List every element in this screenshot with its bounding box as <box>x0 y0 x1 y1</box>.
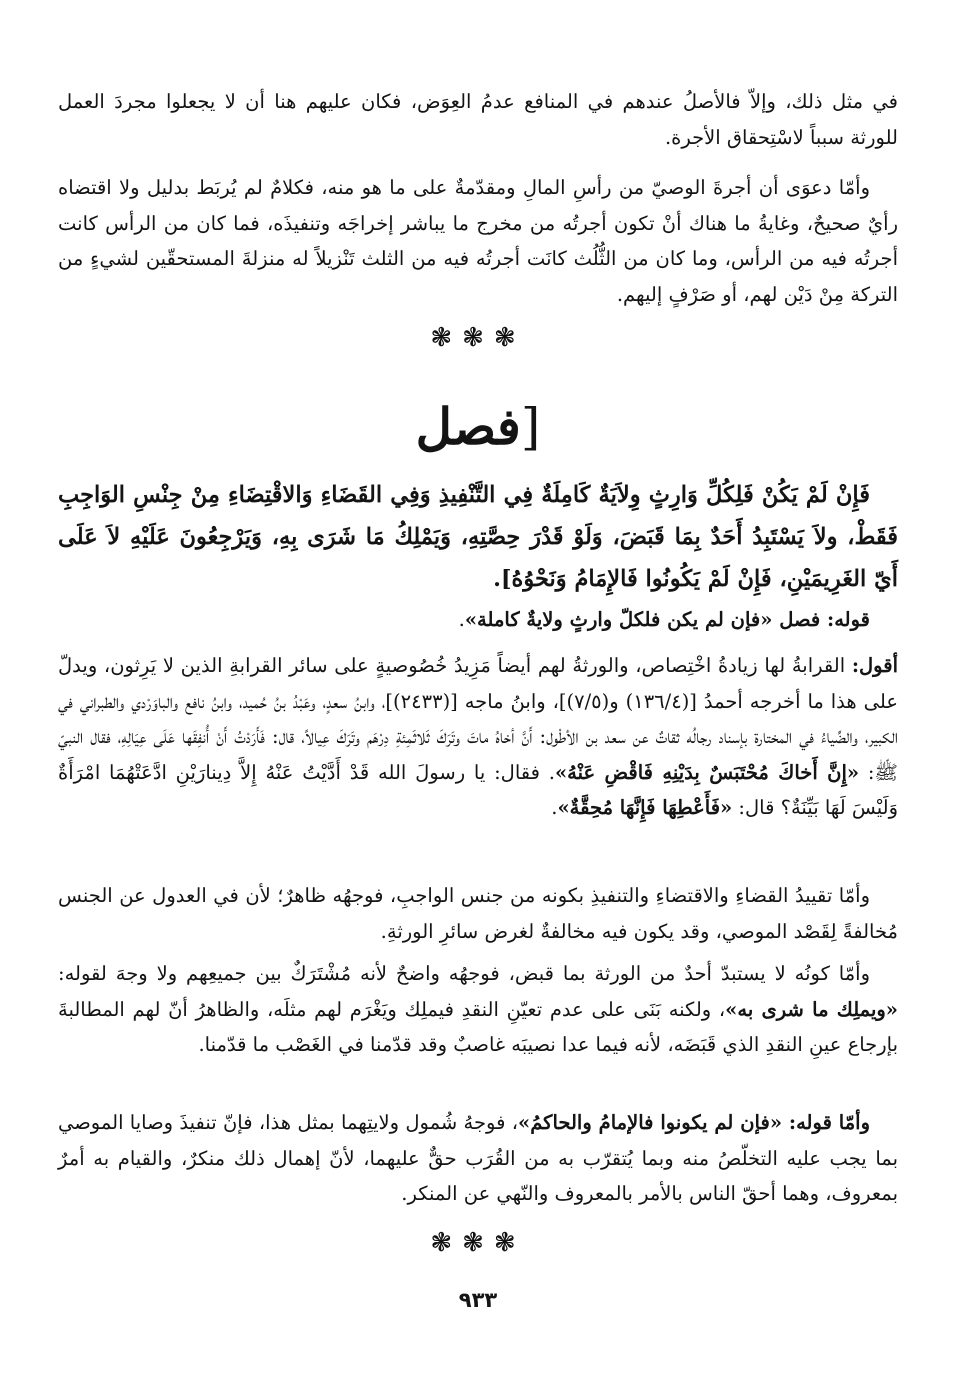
matn-text: فَإِنْ لَمْ يَكُنْ فَلِكُلِّ وَارِثٍ وِلاَيَةٌ كَامِلَةٌ فِي التَّنْفِيذِ وَفِي القَضَاءِ وَالاقْتِضَاءِ مِنْ جِنْسِ الوَاجِبِ فَقَطْ، ولاَ يَسْتَبِدُ أَحَدٌ بِمَا قَبَضَ، وَلَوْ قَدْرَ حِصَّتِهِ، وَيَمْلِكُ مَا شَرَى بِهِ، وَيَرْجِعُونَ عَلَيْهِ لاَ عَلَى أَيّ الغَرِيمَيْنِ، فَإِنْ لَمْ يَكُونُوا فَالإِمَامُ وَنَحْوُهُ]. <box>58 482 898 592</box>
paragraph-wasi-wage: وأمّا دعوَى أن أجرةَ الوصيّ من رأسِ المالِ ومقدّمةٌ على ما هو منه، فكلامٌ لم يُربَط بدليل ولا اقتضاه رأيٌ صحيحٌ، وغايةُ ما هناك أنْ تكون أجرتُه من مخرج ما يباشر إخراجَه وتنفيذَه، فما كان من الرأس كانت أجرتُه فيه من الرأس، وما كان من الثُّلُث كانَت أجرتُه فيه من الثلث تَنْزيلاً له منزلةَ المستحقّين لشيءٍ من التركة مِنْ دَيْن لهم، أو صَرْفٍ إليهم. <box>58 176 898 306</box>
paragraph-restriction: وأمّا تقييدُ القضاءِ والاقتضاءِ والتنفيذِ بكونه من جنس الواجبِ، فوجهُه ظاهرٌ؛ لأن في العدول عن الجنس مُخالفةً لِقَصْد الموصي، وقد يكون فيه مخالفةٌ لغرض سائرِ الورثةِ. <box>58 884 898 943</box>
qawluh-quote: «فإن لم يكن فلكلّ وارثٍ ولايةٌ كاملة» <box>464 608 773 631</box>
qawluh-line <box>58 602 898 638</box>
para5-quote: «فإن لم يكونوا فالإمامُ والحاكمُ» <box>518 1111 783 1134</box>
hadith-quote-2: «فَأَعْطِهَا فَإِنَّهَا مُحِقَّةٌ» <box>557 796 733 819</box>
document-page <box>58 0 898 1381</box>
para4-text-1: وأمّا كونُه لا يستبدّ أحدٌ من الورثة بما قبض، فوجهُه واضحٌ لأنه مُشْتَرَكٌ بين جميعِهم ولا وجهَ لقوله: <box>58 962 870 985</box>
para5-text: ، فوجهُ شُمول ولايتِهما بمثل هذا، فإنّ تنفيذَ وصايا الموصي بما يجب عليه التخلّصُ منه وبما يُتقرّب به من القُرَب حقٌّ عليهما، لأنّ إهمال ذلك منكرٌ، والقيام به أمرٌ بمعروف، وهما أحقّ الناس بالأمر بالمعروف والنّهي عن المنكر. <box>58 1111 898 1205</box>
paragraph-imam <box>58 1105 898 1212</box>
section-separator-bottom: ❃❃❃ <box>430 1228 526 1258</box>
page-number: ٩٣٣ <box>458 1288 498 1312</box>
para5-lead: وأمّا قوله: <box>782 1111 870 1134</box>
section-separator-top: ❃❃❃ <box>430 323 526 353</box>
para4-quote: «ويملِك ما شرى به» <box>725 997 898 1021</box>
aqulu-lead: أقول: <box>851 654 898 677</box>
section-heading <box>58 392 898 462</box>
qawluh-lead: قوله: فصل <box>772 608 870 631</box>
paragraph-no-monopoly <box>58 956 898 1063</box>
heading-bracket: [ <box>520 398 541 456</box>
heading-title: فصل <box>415 397 521 456</box>
qawluh-tail: . <box>458 608 465 631</box>
paragraph-continuation: في مثل ذلك، وإلاّ فالأصلُ عندهم في المنافع عدمُ العِوَض، فكان عليهم هنا أن لا يجعلوا مجردَ العمل للورثة سبباً لاسْتِحقاق الأجرة. <box>58 90 898 149</box>
aqulu-text-1: القرابةُ لها زيادةُ اخْتِصاص، والورثةُ لهم أيضاً مَزِيدُ خُصُوصيةٍ على سائر القرابةِ الذين لا يَرِثون، ويدلّ على هذا ما أخرجه أحمدُ [(١٣٦/٤) و(٧/٥)]، وابنُ ماجه [(٢٤٣٣)]، وابنُ سعدٍ، وعَبْدُ بنُ حُميد، وابنُ نافع والباوَرْدي والطبراني في الكبير، والضِّياءُ في المختارة بإسناد رجالُه ثقاتٌ عن سعد بن الأطْول: أَنَّ أخاهُ ماتَ وتَرَكَ ثَلاثَمِئةِ دِرْهَم وتَرَكَ عِيالاً، قال: فَأَرَدْتُ أَنْ أُنفِقَها عَلَى عِيَالِهِ، فقال النبيّ ﷺ: <box>58 654 898 784</box>
para4-text-2: ، ولكنه بَنَى على عدم تعيّنِ النقدِ فيملِك ويَغْرَم لهم مثلَه، والظاهرُ أنّ لهم المطالبةَ بإرجاع عينِ النقدِ الذي قَبَضَه، لأنه فيما عدا نصيبَه غاصبٌ وقد قدّمنا في الغَصْب ما قدّمنا. <box>58 997 898 1056</box>
aqulu-text-2: . فقال: يا رسولَ الله قَدْ أَدَّيْتُ عَنْهُ إِلاَّ دِينارَيْنِ ادَّعَتْهُمَا امْرَأَةٌ وَلَيْسَ لَهَا بَيِّنَةٌ؟ قال: <box>58 760 898 819</box>
aqulu-end: . <box>551 796 558 819</box>
aqulu-paragraph <box>58 648 898 826</box>
hadith-quote-1: «إِنَّ أَخاكَ مُحْتَبَسٌ بِدَيْنِهِ فَاقْضِ عَنْهُ» <box>554 760 860 784</box>
